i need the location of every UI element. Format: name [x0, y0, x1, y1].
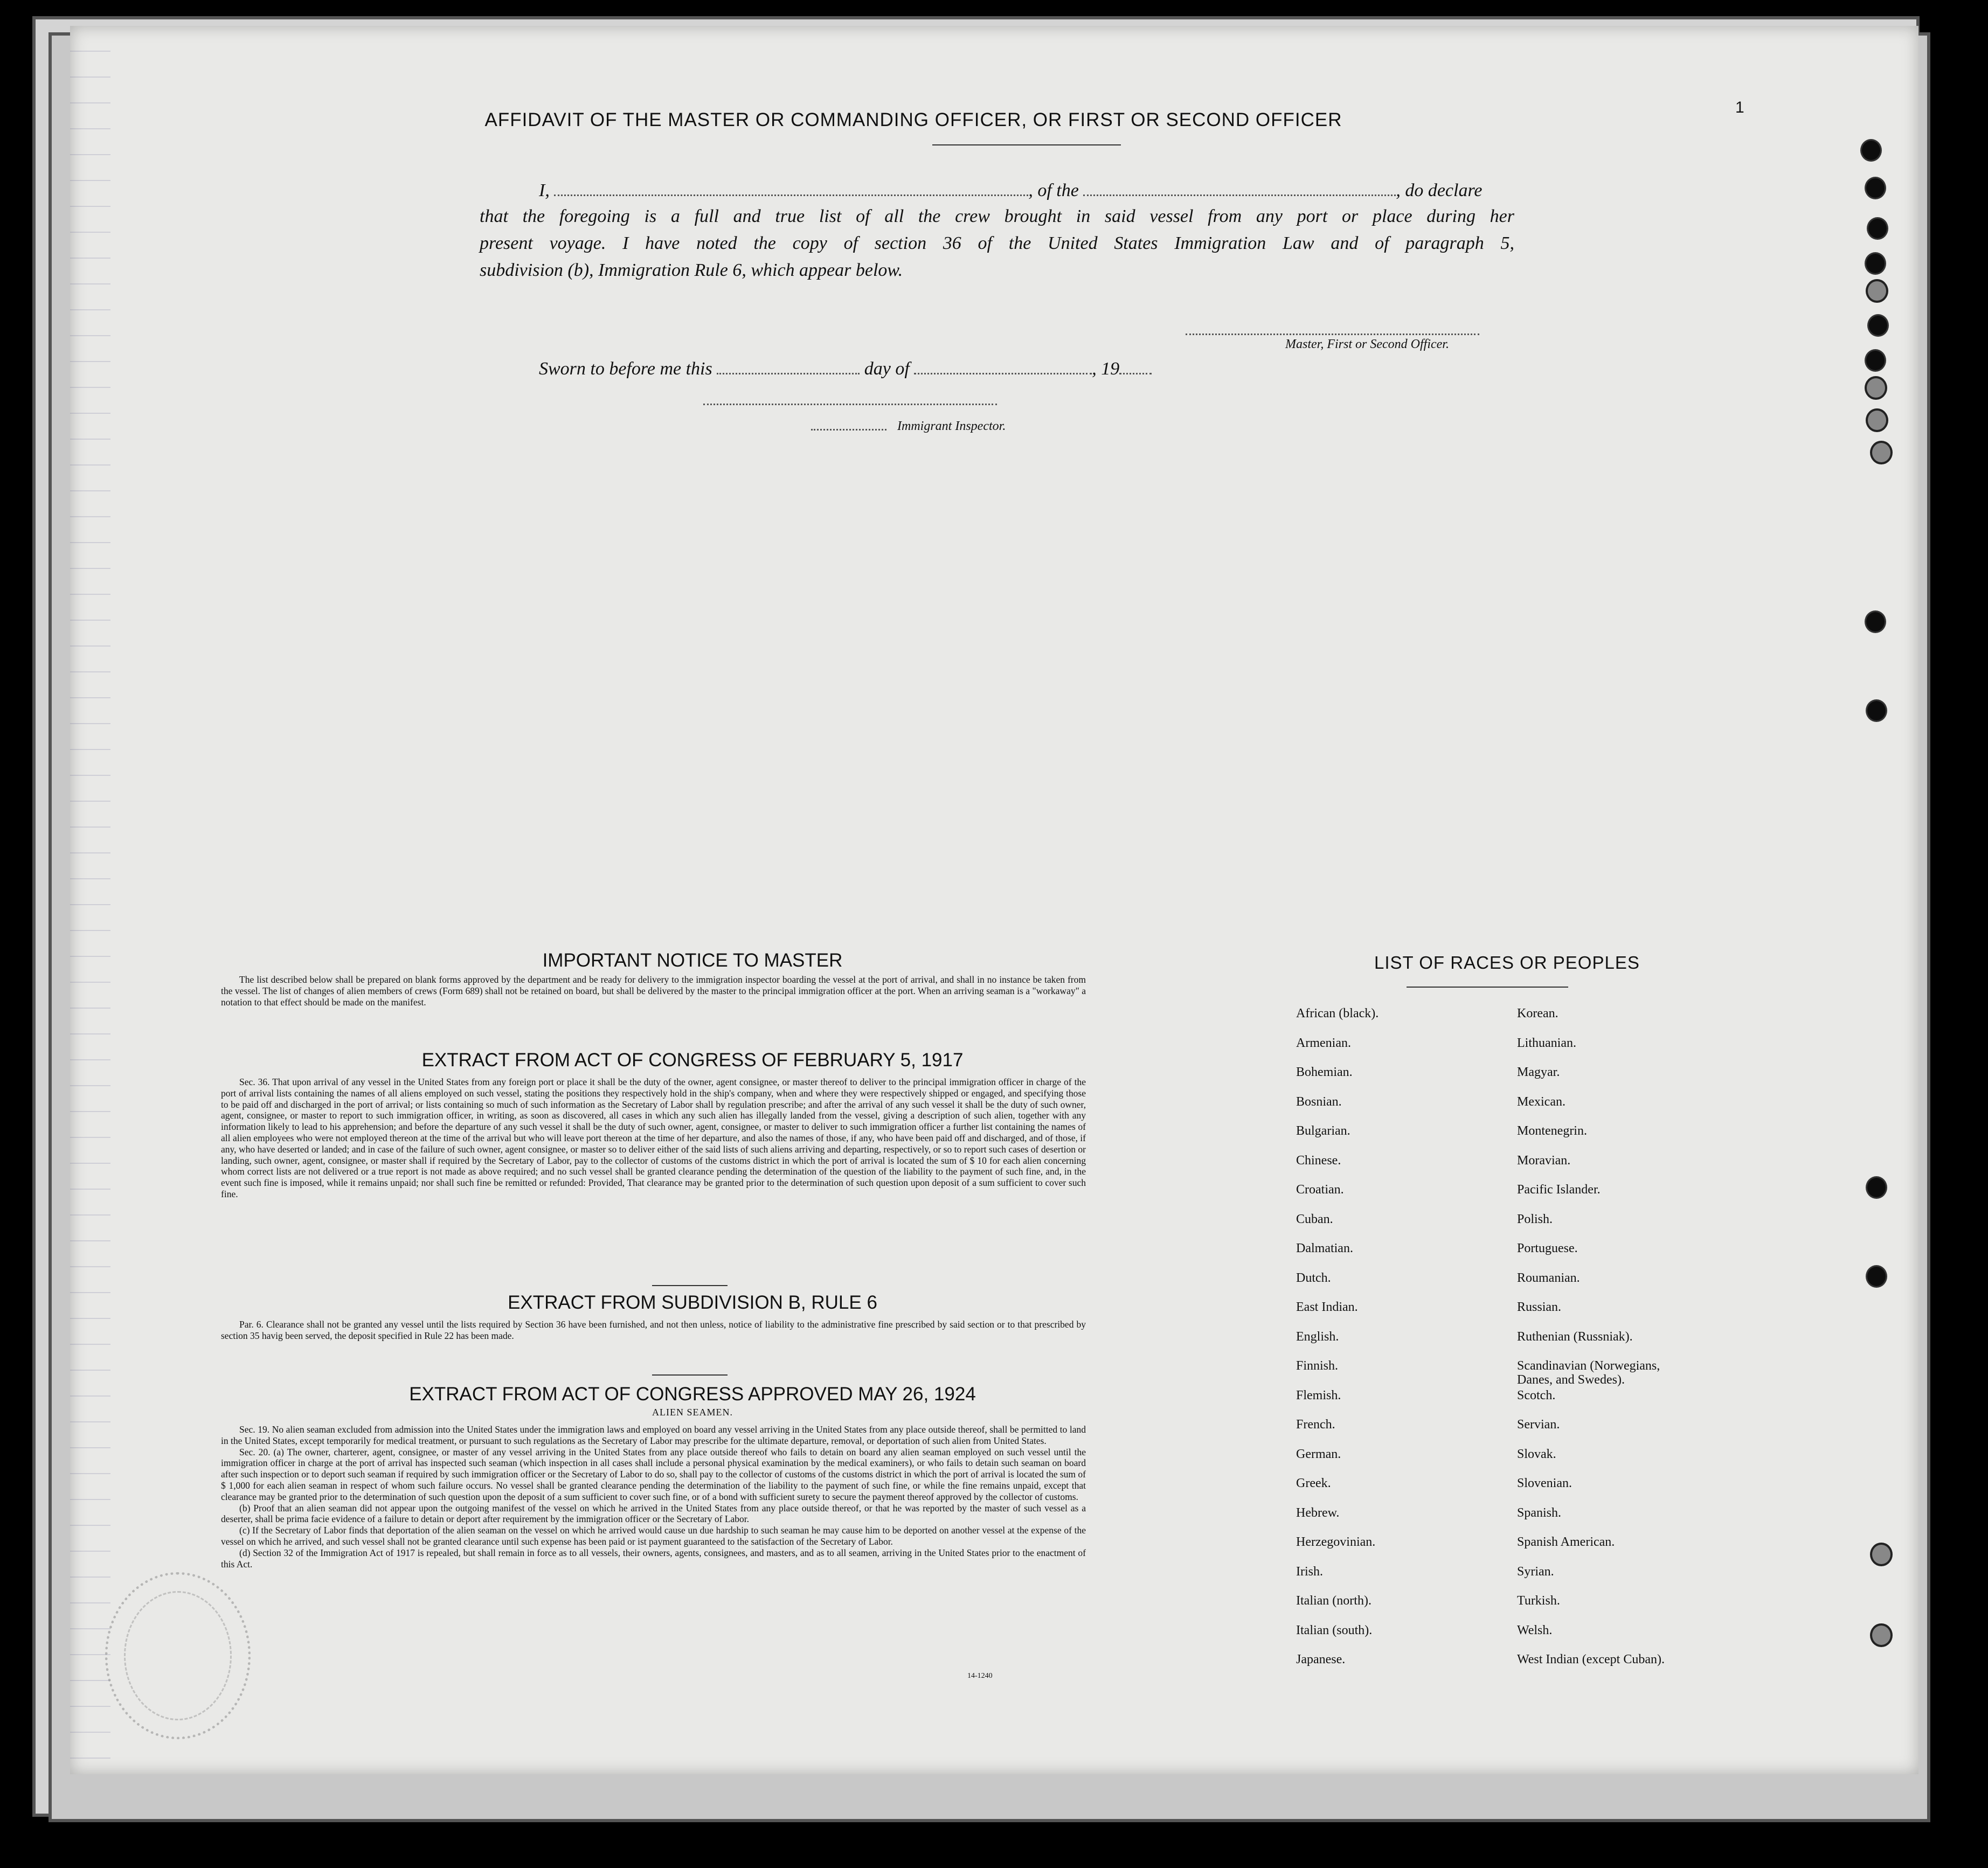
- year-prefix: , 19: [1092, 359, 1120, 379]
- signature-caption: Master, First or Second Officer.: [1285, 337, 1449, 351]
- manifest-sheet: [70, 26, 1918, 1774]
- race-item: Chinese.: [1296, 1153, 1341, 1168]
- race-item: Ruthenian (Russniak).: [1517, 1329, 1633, 1344]
- race-item: Finnish.: [1296, 1359, 1339, 1373]
- race-item: Japanese.: [1296, 1652, 1346, 1666]
- signature-field[interactable]: [1186, 320, 1479, 335]
- race-item: Roumanian.: [1517, 1270, 1580, 1285]
- race-item: Herzegovinian.: [1296, 1535, 1376, 1549]
- races-right-column: [1517, 1006, 1765, 1685]
- form-number: 14-1240: [967, 1672, 993, 1680]
- punch-hole: [1865, 610, 1886, 633]
- punch-hole: [1866, 279, 1888, 303]
- section-36-paragraph: Sec. 36. That upon arrival of any vessel in the United States from any foreign port or place it shall be the duty of the owner, agent consignee, or master thereof to deliver to the principal immigration officer in charge of the port of arrival lists containing the names of all aliens employed on such vessel, stating the positions they respectively hold in the ship's company, when and where they were respectively shipped or engaged, and specifying those to be paid off and discharged in the port of arrival; or lists containing so much of such information as the Secretary of Labor shall by regulation prescribe; and after the arrival of any such vessel it shall be the duty of such owner, agent, consignee, or master to report to such immigration officer, in writing, as soon as discovered, all cases in which any such alien has illegally landed from the vessel, giving a description of such alien, together with any information likely to lead to his apprehension; and before the departure of any such vessel it shall be the duty of such owner, agent, consignee, or master to deliver to such immigration officer a further list containing the names of all alien employees who were not employed thereon at the time of the arrival but who will leave port thereon at the time of her departure, and also the names of those, if any, who have been paid off and discharged, and of those, if any, who have deserted or landed; and in case of the failure of such owner, agent consignee, or master so to deliver either of the said lists of such aliens arriving and departing, respectively, or so to report such cases of desertion or landing, such owner, agent, consignee, or master shall if required by the Secretary of Labor, pay to the collector of customs of the customs district in which the port of arrival is located the sum of $ 10 for each alien concerning whom correct lists are not delivered or a true report is not made as above required; and no such vessel shall be granted clearance pending the determination of the question of the liability to the payment of such fine, and, in the event such fine is imposed, while it remains unpaid; nor shall such fine be remitted or refunded: Provided, That clearance may be granted prior to the determination of such question upon deposit of a sum sufficient to cover such fine.: [221, 1077, 1086, 1199]
- race-item: Italian (south).: [1296, 1623, 1373, 1637]
- sworn-day-field[interactable]: [717, 359, 860, 374]
- race-item: Scotch.: [1517, 1388, 1556, 1402]
- act-1917-title: EXTRACT FROM ACT OF CONGRESS OF FEBRUARY 5, 1917: [421, 1050, 964, 1071]
- race-item: Irish.: [1296, 1564, 1323, 1579]
- race-item: French.: [1296, 1418, 1335, 1432]
- race-item: Bulgarian.: [1296, 1124, 1350, 1138]
- race-item: Hebrew.: [1296, 1505, 1340, 1520]
- affidavit-title: AFFIDAVIT OF THE MASTER OR COMMANDING OFFICER, OR FIRST OR SECOND OFFICER: [484, 109, 1342, 130]
- sec-20d-paragraph: (d) Section 32 of the Immigration Act of 1917 is repealed, but shall remain in force as to all vessels, their owners, agents, consignees, and masters, and as to all seamen, arriving in the United States prior to the enactment of this Act.: [221, 1547, 1086, 1570]
- inspector-prefix-field[interactable]: [811, 419, 886, 430]
- race-item: Bosnian.: [1296, 1094, 1342, 1109]
- officer-name-field[interactable]: [554, 180, 1028, 196]
- title-underline: [932, 144, 1121, 145]
- race-item: Polish.: [1517, 1212, 1553, 1226]
- race-item: Russian.: [1517, 1300, 1562, 1314]
- do-declare-label: , do declare: [1396, 180, 1483, 200]
- notice-body: [221, 974, 1086, 1008]
- race-item: German.: [1296, 1447, 1341, 1461]
- punch-hole: [1867, 314, 1889, 337]
- race-item: Pacific Islander.: [1517, 1183, 1601, 1197]
- race-item: Servian.: [1517, 1418, 1560, 1432]
- race-item: East Indian.: [1296, 1300, 1358, 1314]
- race-item: Mexican.: [1517, 1094, 1566, 1109]
- vessel-name-field[interactable]: [1083, 180, 1396, 196]
- race-item: Cuban.: [1296, 1212, 1333, 1226]
- affidavit-line-4: subdivision (b), Immigration Rule 6, which appear below.: [480, 260, 903, 280]
- sec-20c-paragraph: (c) If the Secretary of Labor finds that deportation of the alien seaman on the vessel on which he arrived would cause un due hardship to such seaman he may cause him to be deported on another vessel at the expense of the vessel on which he arrived, and such vessel shall not be granted clearance until such expense has been paid or ist payment guaranteed to the satisfaction of the Secretary of Labor.: [221, 1525, 1086, 1547]
- par-6-paragraph: Par. 6. Clearance shall not be granted any vessel until the lists required by Section 36 have been furnished, and not then unless, notice of liability to the administrative fine prescribed by said section or to that prescribed by section 35 havig been served, the deposit specified in Rule 22 has been made.: [221, 1319, 1086, 1341]
- inspector-signature-field[interactable]: [703, 390, 997, 405]
- act-1924-body: [221, 1424, 1086, 1570]
- race-item: Welsh.: [1517, 1623, 1553, 1637]
- race-item: Scandinavian (Norwegians, Danes, and Swedes).: [1517, 1359, 1660, 1387]
- sworn-year-field[interactable]: [1119, 359, 1152, 374]
- race-item: Greek.: [1296, 1476, 1331, 1490]
- affidavit-line-3: present voyage. I have noted the copy of section 36 of the United States Immigration Law and of paragraph 5,: [480, 233, 1514, 253]
- race-item: Slovenian.: [1517, 1476, 1572, 1490]
- rule-6-title: EXTRACT FROM SUBDIVISION B, RULE 6: [508, 1292, 877, 1313]
- left-ledger-rules: [70, 26, 110, 1774]
- punch-hole: [1865, 252, 1886, 275]
- punch-hole: [1865, 349, 1886, 372]
- race-item: Montenegrin.: [1517, 1124, 1587, 1138]
- race-item: Lithuanian.: [1517, 1036, 1576, 1050]
- race-item: Armenian.: [1296, 1036, 1351, 1050]
- race-item: English.: [1296, 1329, 1339, 1344]
- punch-hole: [1865, 376, 1887, 400]
- day-of-label: day of: [864, 359, 910, 379]
- divider: [652, 1285, 728, 1286]
- race-item: Portuguese.: [1517, 1241, 1578, 1255]
- punch-hole: [1870, 1543, 1893, 1566]
- affidavit-line-1: [539, 180, 1483, 200]
- punch-hole: [1866, 699, 1887, 722]
- punch-hole: [1866, 408, 1888, 432]
- inspector-caption: Immigrant Inspector.: [897, 419, 1006, 433]
- sec-19-paragraph: Sec. 19. No alien seaman excluded from admission into the United States under the immigration laws and employed on board any vessel arriving in the United States from any place outside thereof, shall be permitted to land in the United States, except temporarily for medical treatment, or pursuant to such regulations as the Secretary of Labor may prescribe for the ultimate departure, removal, or deportation of such alien from United States.: [221, 1424, 1086, 1446]
- corner-mark: 1: [1735, 99, 1744, 116]
- race-item: Italian (north).: [1296, 1594, 1371, 1608]
- race-item: Turkish.: [1517, 1594, 1560, 1608]
- races-title-underline: [1407, 987, 1568, 988]
- race-item: Dutch.: [1296, 1270, 1331, 1285]
- races-title: LIST OF RACES OR PEOPLES: [1374, 953, 1640, 973]
- races-left-column: [1296, 1006, 1501, 1685]
- sec-20b-paragraph: (b) Proof that an alien seaman did not appear upon the outgoing manifest of the vessel on which he arrived in the United States from any place outside thereof, or that he was reported by the master of such vessel as a deserter, shall be prima facie evidence of a failure to detain or deport after requirement by the immigration officer or the Secretary of Labor.: [221, 1502, 1086, 1525]
- race-item: Slovak.: [1517, 1447, 1556, 1461]
- sworn-line: [539, 359, 1152, 378]
- race-item: Dalmatian.: [1296, 1241, 1353, 1255]
- punch-hole: [1865, 177, 1886, 199]
- punch-hole: [1870, 441, 1893, 464]
- punch-hole: [1860, 139, 1882, 162]
- sworn-month-field[interactable]: [914, 359, 1092, 374]
- affidavit-line-2: that the foregoing is a full and true list of all the crew brought in said vessel from any port or place during her: [480, 206, 1514, 226]
- race-item: Spanish American.: [1517, 1535, 1615, 1549]
- race-item: West Indian (except Cuban).: [1517, 1652, 1665, 1666]
- race-item: Moravian.: [1517, 1153, 1571, 1168]
- faint-seal-stamp: [105, 1572, 251, 1739]
- race-item: Syrian.: [1517, 1564, 1554, 1579]
- race-item: Korean.: [1517, 1006, 1558, 1020]
- i-label: I,: [539, 180, 550, 200]
- race-item: Magyar.: [1517, 1065, 1560, 1079]
- act-1917-body: [221, 1077, 1086, 1200]
- sec-20a-paragraph: Sec. 20. (a) The owner, charterer, agent, consignee, or master of any vessel arriving in the United States from any place outside thereof who fails to detain on board any alien seaman employed on such vessel until the immigration officer in charge at the port of arrival has inspected such seaman (which inspection in all cases shall include a personal physical examination by the medical examiners), or who fails to detain such seaman on board after such inspection or to deport such seaman if required by such immigration officer or the Secretary of Labor to do so, shall pay to the collector of customs of the customs district in which the port of arrival is located the sum of $ 1,000 for each alien seaman in respect of whom such failure occurs. No vessel shall be granted clearance pending the determination of the liability to the payment of such fine, or while the fine remains unpaid, except that clearance may be granted prior to the determination of such question upon the deposit of a sum sufficient to cover such fine, or of a bond with sufficient surety to secure the payment thereof approved by the collector of customs.: [221, 1446, 1086, 1502]
- divider: [652, 1374, 728, 1376]
- notice-title: IMPORTANT NOTICE TO MASTER: [542, 950, 843, 971]
- race-item: Croatian.: [1296, 1183, 1344, 1197]
- punch-hole: [1866, 1176, 1887, 1199]
- of-the-label: , of the: [1028, 180, 1079, 200]
- punch-hole: [1870, 1623, 1893, 1647]
- act-1924-subtitle: ALIEN SEAMEN.: [652, 1407, 733, 1418]
- race-item: Spanish.: [1517, 1505, 1562, 1520]
- punch-hole: [1867, 217, 1888, 240]
- act-1924-title: EXTRACT FROM ACT OF CONGRESS APPROVED MAY 26, 1924: [409, 1384, 976, 1405]
- sworn-label: Sworn to before me this: [539, 359, 712, 379]
- notice-paragraph: The list described below shall be prepared on blank forms approved by the department and be ready for delivery to the immigration inspector boarding the vessel at the port of arrival, and shall in no instance be taken from the vessel. The list of changes of alien members of crews (Form 689) shall not be retained on board, but shall be delivered by the master to the principal immigration officer at the port. When an arriving seaman is a "workaway" a notation to that effect should be made on the manifest.: [221, 974, 1086, 1008]
- rule-6-body: [221, 1319, 1086, 1342]
- race-item: Bohemian.: [1296, 1065, 1353, 1079]
- race-item: Flemish.: [1296, 1388, 1341, 1402]
- race-item: African (black).: [1296, 1006, 1379, 1020]
- punch-hole: [1866, 1265, 1887, 1288]
